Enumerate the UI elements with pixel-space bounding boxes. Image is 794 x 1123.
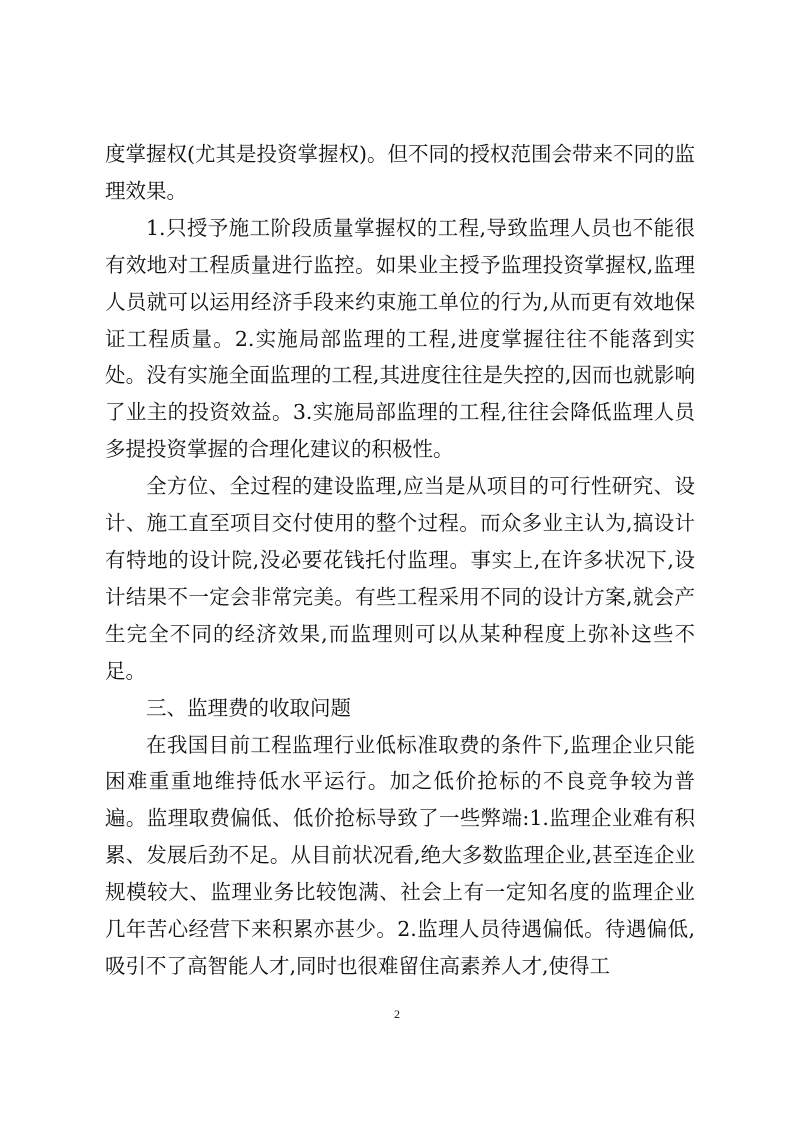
body-text xyxy=(105,136,695,985)
section-heading-fee-collection: 三、监理费的收取问题 xyxy=(146,695,351,720)
paragraph-authorization-effects: 1.只授予施工阶段质量掌握权的工程,导致监理人员也不能很有效地对工程质量进行监控。如果业主授予监理投资掌握权,监理人员就可以运用经济手段来约束施工单位的行为,从而更有效地保证工程质量。2.实施局部监理的工程,进度掌握往往不能落到实处。没有实施全面监理的工程,其进度往往是失控的,因而也就影响了业主的投资效益。3.实施局部监理的工程,往往会降低监理人员多提投资掌握的合理化建议的积极性。 xyxy=(105,215,695,462)
paragraph-full-process-supervision: 全方位、全过程的建设监理,应当是从项目的可行性研究、设计、施工直至项目交付使用的整个过程。而众多业主认为,搞设计有特地的设计院,没必要花钱托付监理。事实上,在许多状况下,设计结果不一定会非常完美。有些工程采用不同的设计方案,就会产生完全不同的经济效果,而监理则可以从某种程度上弥补这些不足。 xyxy=(105,474,695,683)
paragraph-continuation: 度掌握权(尤其是投资掌握权)。但不同的授权范围会带来不同的监理效果。 xyxy=(105,142,695,203)
paragraph-low-fee-problems: 在我国目前工程监理行业低标准取费的条件下,监理企业只能困难重重地维持低水平运行。加之低价抢标的不良竞争较为普遍。监理取费偏低、低价抢标导致了一些弊端:1.监理企业难有积累、发展后劲不足。从目前状况看,绝大多数监理企业,甚至连企业规模较大、监理业务比较饱满、社会上有一定知名度的监理企业几年苦心经营下来积累亦甚少。2.监理人员待遇偏低。待遇偏低,吸引不了高智能人才,同时也很难留住高素养人才,使得工 xyxy=(105,732,695,978)
page-number: 2 xyxy=(394,1007,400,1021)
